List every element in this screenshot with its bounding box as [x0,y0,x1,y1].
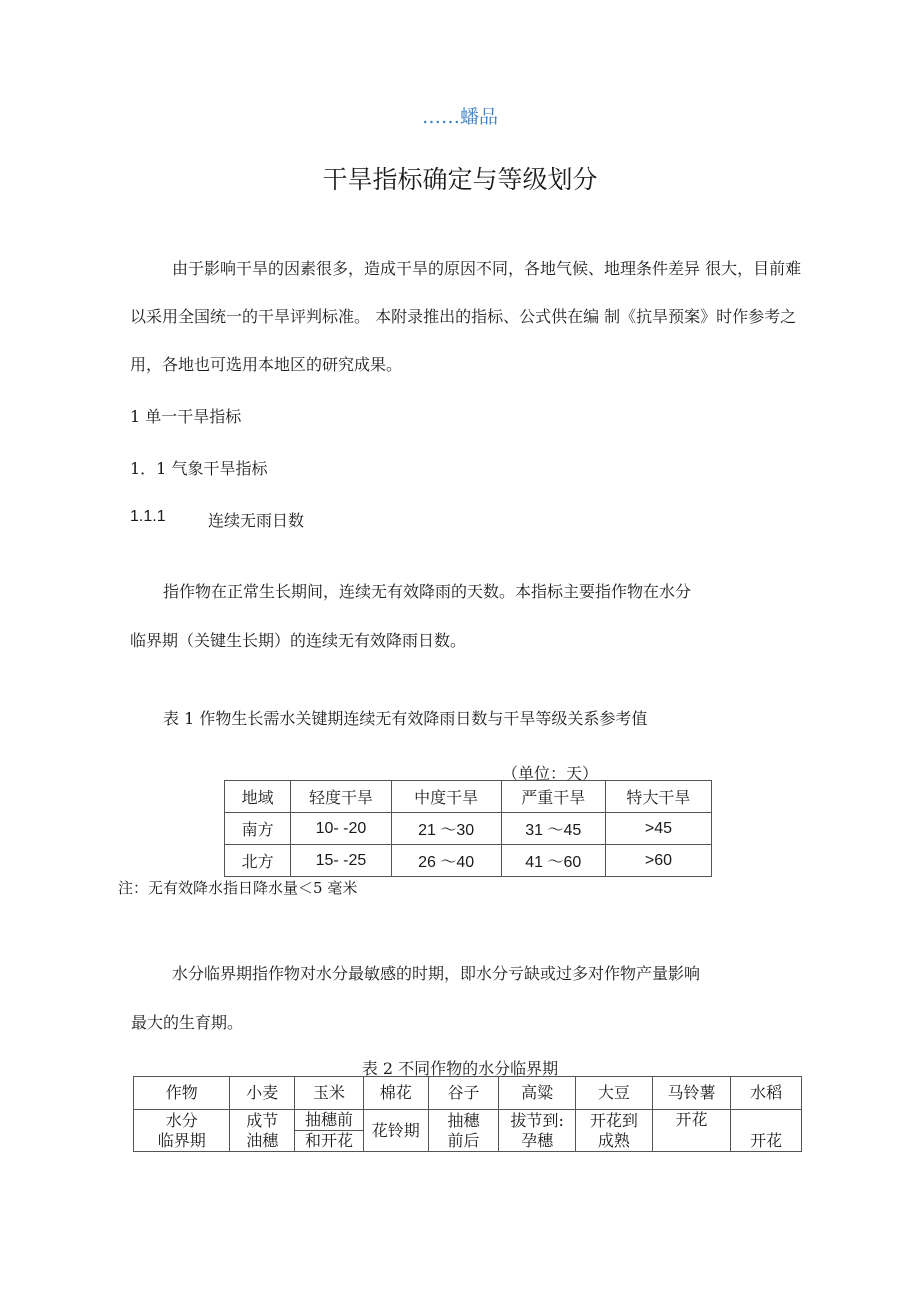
table1-note: 注：无有效降水指日降水量＜5 毫米 [118,879,358,897]
table2-cell-millet [428,1110,499,1152]
table2-row-label-line: 水分 [165,1110,198,1130]
table2-cell-line: 成节 [246,1110,279,1130]
table2-cell-rice: 开花 [731,1110,802,1152]
table2-header-cell: 棉花 [363,1077,428,1110]
section-1-heading: 1 单一干旱指标 [130,407,242,426]
table2 [133,1076,802,1152]
table1-cell: 南方 [225,813,291,845]
table2-row-label-line: 临界期 [157,1130,206,1150]
table2-row-label [134,1110,230,1152]
table2-cell-potato: 开花 [652,1110,731,1152]
table2-cell-sorghum [499,1110,576,1152]
table1-cell: 31 〜45 [501,813,605,845]
section-1-1-1-number: 1.1.1 [130,508,166,525]
intro-line-2: 以采用全国统一的干旱评判标准。 本附录推出的指标、公式供在编 制《抗旱预案》时作参考之 [130,307,797,326]
table2-header-cell: 小麦 [230,1077,295,1110]
table1-header-cell: 中度干旱 [391,781,501,813]
para2-line-1: 指作物在正常生长期间，连续无有效降雨的天数。本指标主要指作物在水分 [163,582,692,601]
table-row [225,813,712,845]
table1-cell: 北方 [225,845,291,877]
table1-cell: 15- -25 [291,845,391,877]
intro-line-1: 由于影响干旱的因素很多，造成干旱的原因不同，各地气候、地理条件差异 很大，目前难 [172,259,802,278]
table2-header-cell: 高粱 [499,1077,576,1110]
table-row [134,1110,802,1152]
table-row [225,845,712,877]
table2-cell-cotton: 花铃期 [363,1110,428,1152]
table2-cell-line: 前后 [447,1130,480,1150]
table2-cell-line: 成熟 [597,1130,630,1150]
table1-cell: 10- -20 [291,813,391,845]
table2-header-cell: 马铃薯 [652,1077,731,1110]
intro-line-3: 用，各地也可选用本地区的研究成果。 [130,355,403,374]
table2-header-cell: 作物 [134,1077,230,1110]
document-title: 干旱指标确定与等级划分 [322,165,598,194]
table2-cell-line: 拔节到: [510,1110,564,1130]
para2-line-2: 临界期（关键生长期）的连续无有效降雨日数。 [130,631,467,650]
table2-header-cell: 大豆 [576,1077,653,1110]
table2-cell-soybean [576,1110,653,1152]
table2-cell-line: 和开花 [304,1131,353,1150]
table1-header-cell: 特大干旱 [605,781,711,813]
table1-unit: （单位：天） [502,764,599,783]
table2-cell-wheat [230,1110,295,1152]
table1-header-row [225,781,712,813]
table1-cell: >60 [605,845,711,877]
table2-header-row [134,1077,802,1110]
table1-header-cell: 严重干旱 [501,781,605,813]
section-1-1-heading: 1．1 气象干旱指标 [130,459,268,478]
table1 [224,780,712,877]
para3-line-2: 最大的生育期。 [131,1013,244,1032]
section-1-1-1-title: 连续无雨日数 [208,511,305,530]
table1-cell: 41 〜60 [501,845,605,877]
para3-line-1: 水分临界期指作物对水分最敏感的时期，即水分亏缺或过多对作物产量影响 [172,964,701,983]
table1-cell: 21 〜30 [391,813,501,845]
page-header: ……蟠品 [421,106,498,128]
table2-cell-corn [295,1110,364,1152]
table2-cell-line: 油穗 [246,1130,279,1150]
table2-cell-line: 抽穗前 [295,1110,363,1131]
table2-cell-line: 抽穗 [447,1110,480,1130]
table1-cell: 26 〜40 [391,845,501,877]
table2-header-cell: 玉米 [295,1077,364,1110]
table1-cell: >45 [605,813,711,845]
table2-cell-line: 开花到 [589,1110,638,1130]
table2-cell-line: 孕穗 [521,1130,554,1150]
table2-header-cell: 水稻 [731,1077,802,1110]
table2-header-cell: 谷子 [428,1077,499,1110]
table1-header-cell: 轻度干旱 [291,781,391,813]
table2-caption: 表 2 不同作物的水分临界期 [361,1059,559,1078]
table1-caption: 表 1 作物生长需水关键期连续无有效降雨日数与干旱等级关系参考值 [163,709,648,728]
table1-header-cell: 地域 [225,781,291,813]
